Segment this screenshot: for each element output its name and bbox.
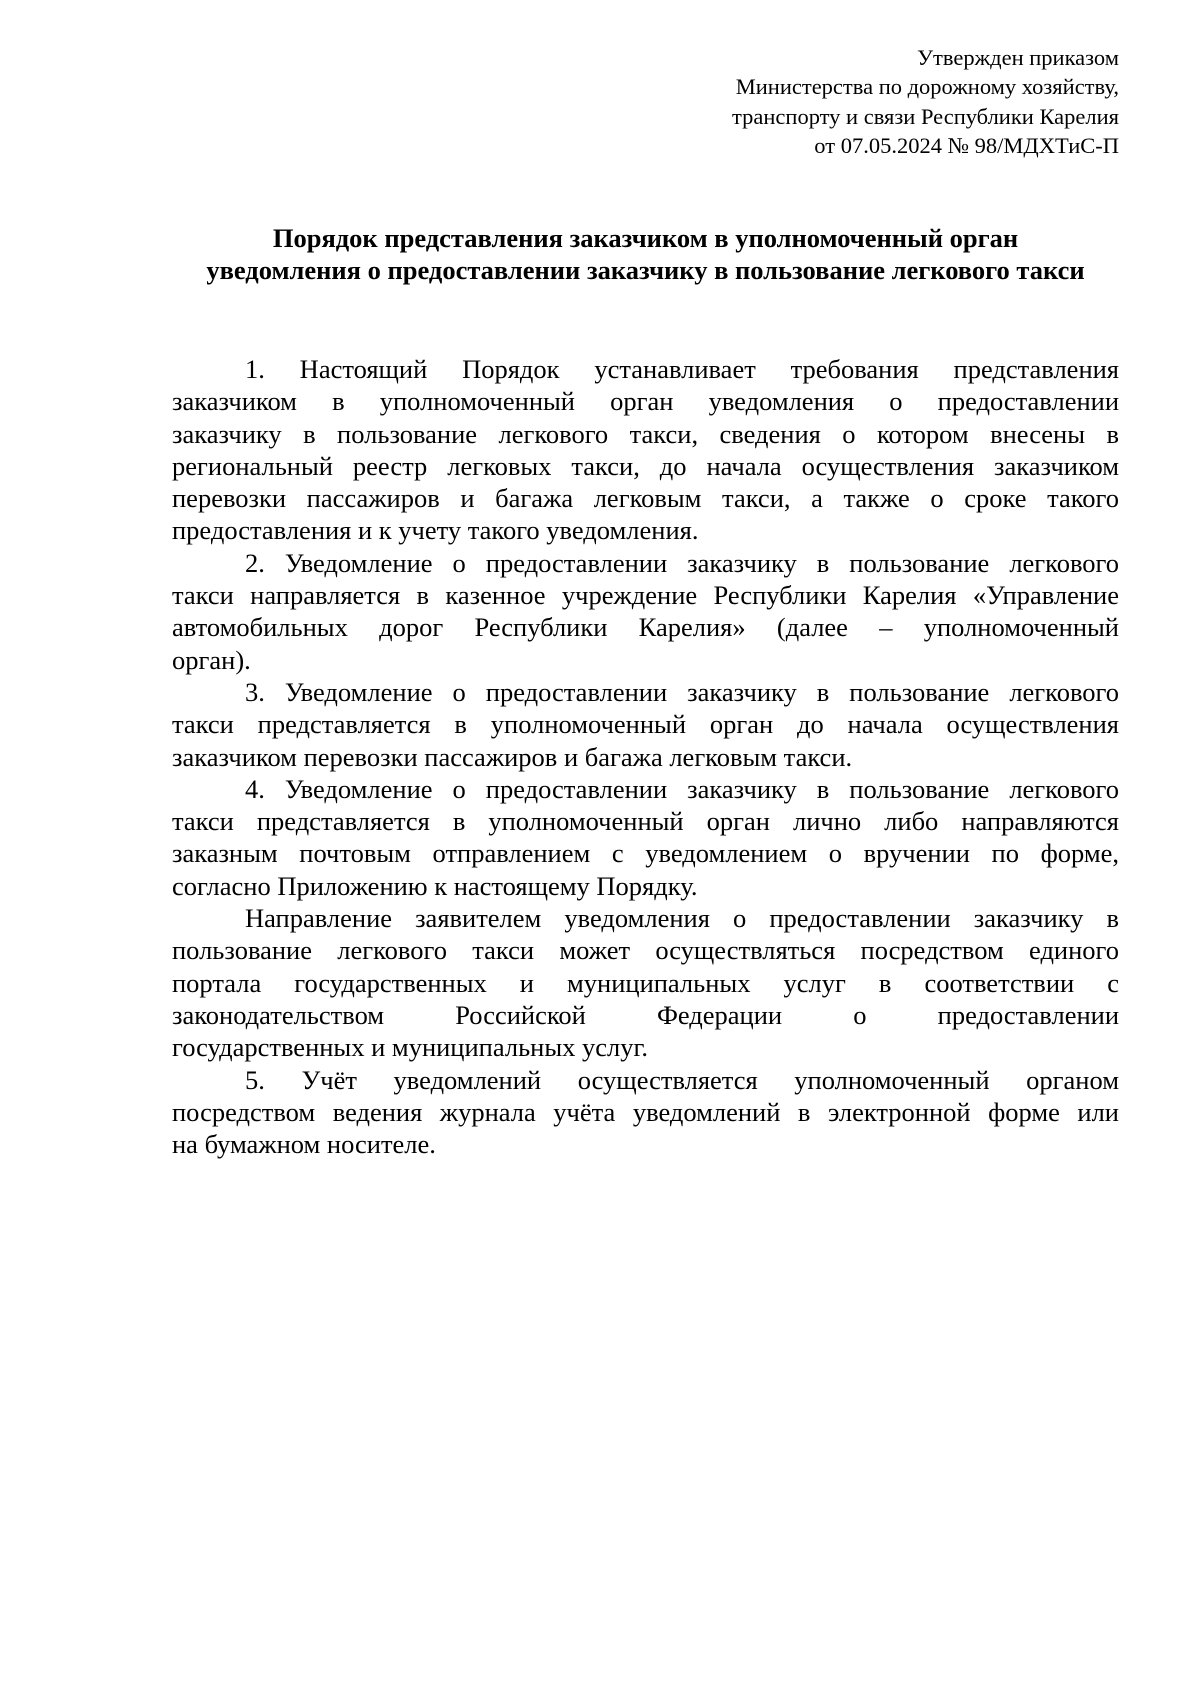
title-line: Порядок представления заказчиком в уполномоченный орган: [272, 223, 1019, 253]
paragraph-line: 5. Учёт уведомлений осуществляется уполномоченный органом: [245, 1064, 1119, 1095]
paragraph-4: [172, 773, 1119, 902]
approval-line: транспорту и связи Республики Карелия: [732, 103, 1119, 129]
paragraph-3: [172, 676, 1119, 773]
paragraph-line: заказным почтовым отправлением с уведомлением о вручении по форме,: [172, 838, 1119, 869]
approval-order-number: от 07.05.2024 № 98/МДХТиС-П: [814, 132, 1119, 158]
paragraph-line: заказчиком перевозки пассажиров и багажа легковым такси.: [172, 741, 853, 772]
paragraph-line: на бумажном носителе.: [172, 1129, 436, 1160]
paragraph-2: [172, 547, 1119, 676]
paragraph-line: перевозки пассажиров и багажа легковым такси, а также о сроке такого: [172, 483, 1119, 514]
paragraph-line: орган).: [172, 644, 251, 675]
document-title: [172, 223, 1119, 286]
paragraph-line: автомобильных дорог Республики Карелия» (далее – уполномоченный: [172, 612, 1119, 643]
paragraph-line: такси представляется в уполномоченный орган лично либо направляются: [172, 806, 1119, 837]
paragraph-line: такси представляется в уполномоченный орган до начала осуществления: [172, 709, 1119, 740]
paragraph-line: пользование легкового такси может осуществляться посредством единого: [172, 935, 1119, 966]
document-body: [172, 353, 1119, 1160]
paragraph-line: региональный реестр легковых такси, до начала осуществления заказчиком: [172, 450, 1119, 481]
paragraph-line: заказчику в пользование легкового такси, сведения о котором внесены в: [172, 418, 1119, 449]
paragraph-line: 1. Настоящий Порядок устанавливает требования представления: [245, 354, 1119, 384]
paragraph-1: [172, 353, 1119, 547]
approval-stamp-block: [599, 43, 1119, 160]
paragraph-5: [172, 1064, 1119, 1161]
paragraph-line: законодательством Российской Федерации о предоставлении: [172, 999, 1119, 1030]
paragraph-line: 3. Уведомление о предоставлении заказчику в пользование легкового: [245, 676, 1119, 707]
paragraph-line: такси направляется в казенное учреждение Республики Карелия «Управление: [172, 580, 1119, 611]
paragraph-line: согласно Приложению к настоящему Порядку.: [172, 870, 698, 901]
paragraph-line: 2. Уведомление о предоставлении заказчику в пользование легкового: [245, 547, 1119, 578]
approval-line: Утвержден приказом: [917, 45, 1119, 70]
approval-line: Министерства по дорожному хозяйству,: [735, 74, 1119, 100]
title-line: уведомления о предоставлении заказчику в пользование легкового такси: [206, 254, 1085, 285]
paragraph-line: 4. Уведомление о предоставлении заказчику в пользование легкового: [245, 773, 1119, 804]
paragraph-line: Направление заявителем уведомления о предоставлении заказчику в: [245, 903, 1119, 934]
paragraph-line: посредством ведения журнала учёта уведомлений в электронной форме или: [172, 1096, 1119, 1127]
paragraph-line: предоставления и к учету такого уведомления.: [172, 515, 699, 546]
paragraph-4-continuation: [172, 902, 1119, 1063]
paragraph-line: государственных и муниципальных услуг.: [172, 1032, 649, 1063]
paragraph-line: заказчиком в уполномоченный орган уведомления о предоставлении: [172, 386, 1119, 417]
paragraph-line: портала государственных и муниципальных услуг в соответствии с: [172, 967, 1119, 998]
